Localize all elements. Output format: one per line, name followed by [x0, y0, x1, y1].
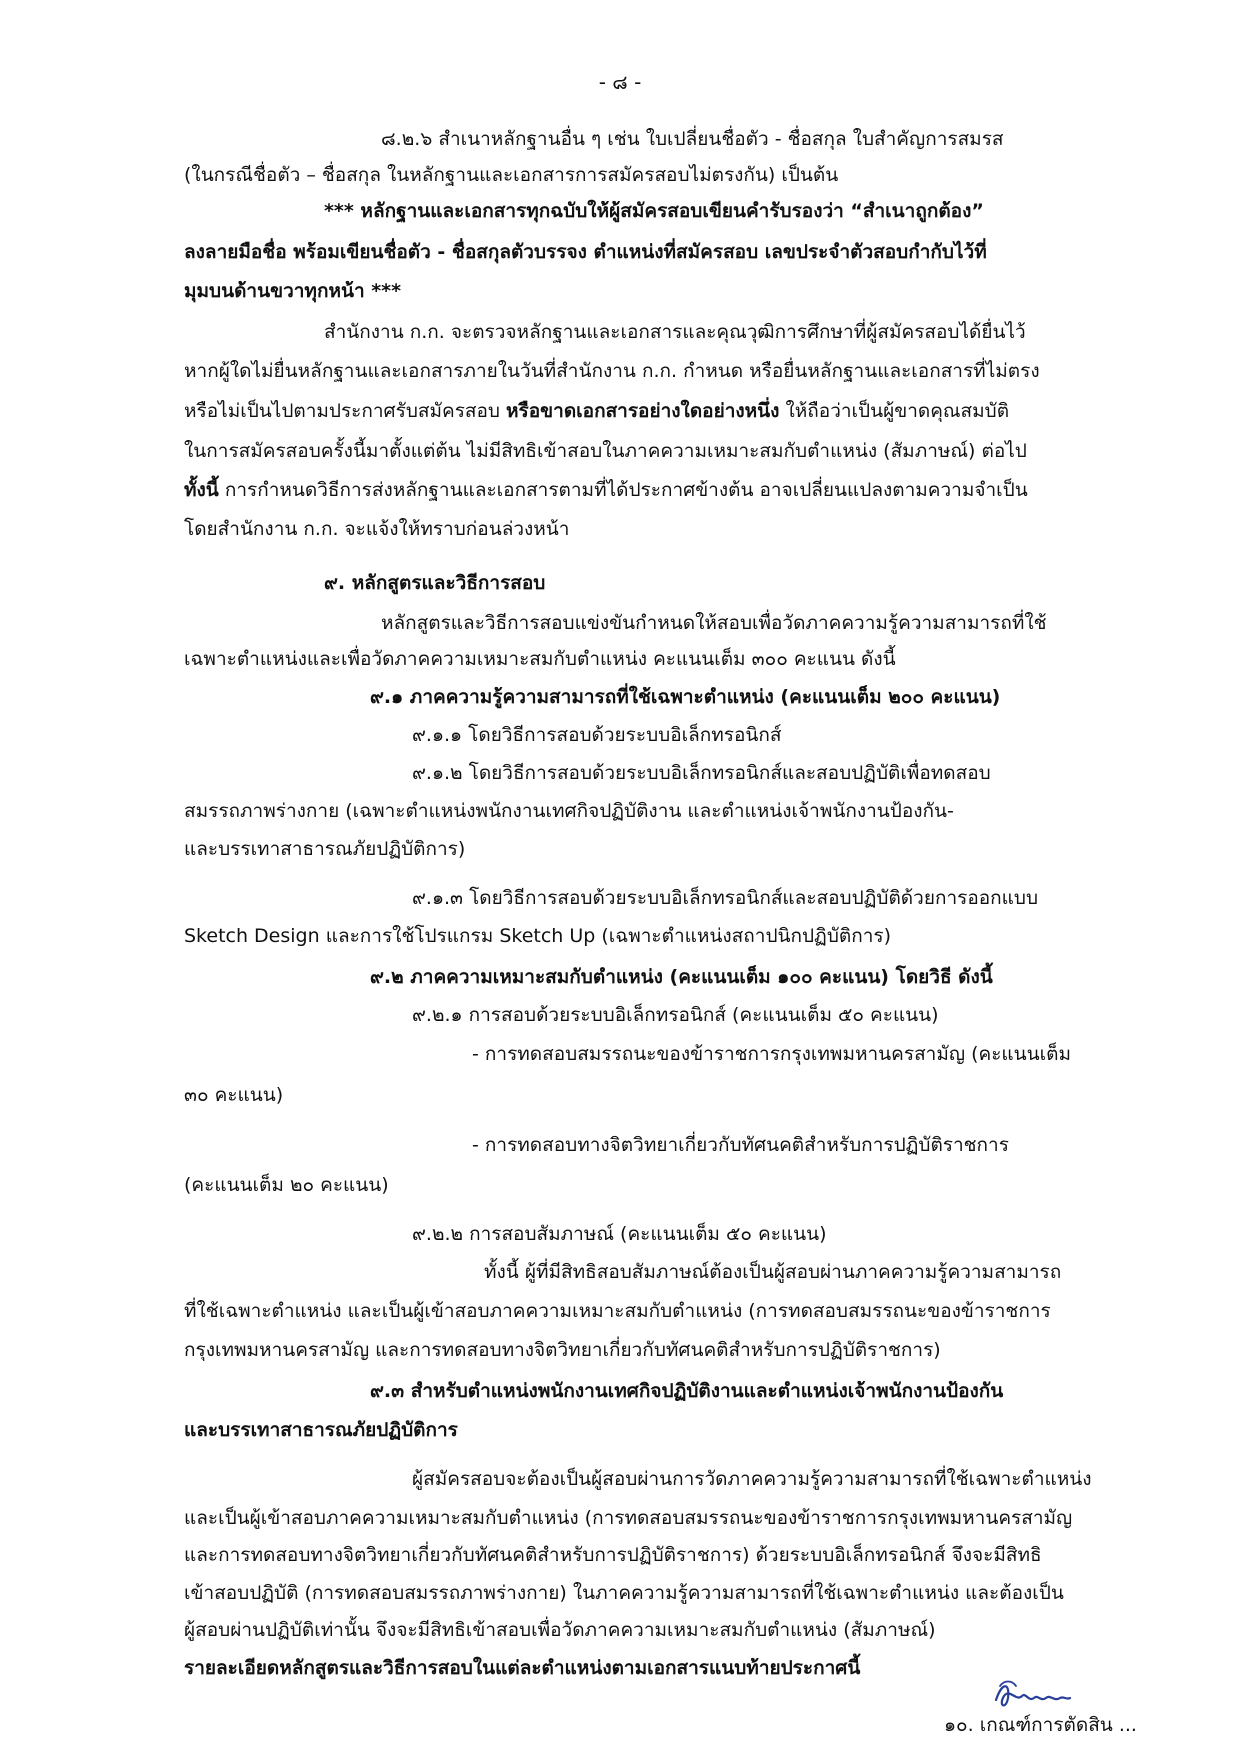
- item-9-1-3-line-2: Sketch Design และการใช้โปรแกรม Sketch Up (เฉพาะตำแหน่งสถาปนิกปฏิบัติการ): [184, 925, 892, 947]
- item-9-2-1: ๙.๒.๑ การสอบด้วยระบบอิเล็กทรอนิกส์ (คะแนนเต็ม ๕๐ คะแนน): [412, 1004, 939, 1026]
- office-check-line-3: [184, 396, 1009, 426]
- interview-note-line-3: กรุงเทพมหานครสามัญ และการทดสอบทางจิตวิทยาเกี่ยวกับทัศนคติสำหรับการปฏิบัติราชการ): [184, 1339, 941, 1361]
- interview-note-line-2: ที่ใช้เฉพาะตำแหน่ง และเป็นผู้เข้าสอบภาคความเหมาะสมกับตำแหน่ง (การทดสอบสมรรถนะของข้าราชการ: [184, 1300, 1051, 1322]
- section-9-3-line-1: ผู้สมัครสอบจะต้องเป็นผู้สอบผ่านการวัดภาคความรู้ความสามารถที่ใช้เฉพาะตำแหน่ง: [412, 1468, 1092, 1490]
- section-9-line-2: เฉพาะตำแหน่งและเพื่อวัดภาคความเหมาะสมกับตำแหน่ง คะแนนเต็ม ๓๐๐ คะแนน ดังนี้: [184, 648, 896, 670]
- office-check-line-2: หากผู้ใดไม่ยื่นหลักฐานและเอกสารภายในวันที่สำนักงาน ก.ก. กำหนด หรือยื่นหลักฐานและเอกสารที่ไม่ตรง: [184, 360, 1040, 382]
- interview-note-line-1: ทั้งนี้ ผู้ที่มีสิทธิสอบสัมภาษณ์ต้องเป็นผู้สอบผ่านภาคความรู้ความสามารถ: [484, 1261, 1062, 1283]
- para-8-2-6-line-1: ๘.๒.๖ สำเนาหลักฐานอื่น ๆ เช่น ใบเปลี่ยนชื่อตัว - ชื่อสกุล ใบสำคัญการสมรส: [381, 128, 1004, 150]
- section-9-3-line-4: เข้าสอบปฏิบัติ (การทดสอบสมรรถภาพร่างกาย) ในภาคความรู้ความสามารถที่ใช้เฉพาะตำแหน่ง และต้องเป็น: [184, 1582, 1064, 1604]
- section-9-3-line-5: ผู้สอบผ่านปฏิบัติเท่านั้น จึงจะมีสิทธิเข้าสอบเพื่อวัดภาคความเหมาะสมกับตำแหน่ง (สัมภาษณ์): [184, 1619, 936, 1641]
- bullet-competency-line-2: ๓๐ คะแนน): [184, 1084, 284, 1106]
- section-9-3-heading-line-2: และบรรเทาสาธารณภัยปฏิบัติการ: [184, 1419, 458, 1441]
- certification-note-line-1: *** หลักฐานและเอกสารทุกฉบับให้ผู้สมัครสอบเขียนคำรับรองว่า “สำเนาถูกต้อง”: [324, 200, 984, 222]
- section-9-3-line-6: รายละเอียดหลักสูตรและวิธีการสอบในแต่ละตำแหน่งตามเอกสารแนบท้ายประกาศนี้: [184, 1657, 861, 1679]
- office-check-line-5-rest: การกำหนดวิธีการส่งหลักฐานและเอกสารตามที่ได้ประกาศข้างต้น อาจเปลี่ยนแปลงตามความจำเป็น: [218, 479, 1028, 501]
- section-9-1-heading: ๙.๑ ภาคความรู้ความสามารถที่ใช้เฉพาะตำแหน่ง (คะแนนเต็ม ๒๐๐ คะแนน): [370, 686, 1001, 708]
- bullet-psychology-line-1: - การทดสอบทางจิตวิทยาเกี่ยวกับทัศนคติสำหรับการปฏิบัติราชการ: [472, 1134, 1009, 1156]
- office-check-line-3-bold: หรือขาดเอกสารอย่างใดอย่างหนึ่ง: [506, 400, 780, 422]
- office-check-line-6: โดยสำนักงาน ก.ก. จะแจ้งให้ทราบก่อนล่วงหน้า: [184, 518, 570, 540]
- certification-note-line-2: ลงลายมือชื่อ พร้อมเขียนชื่อตัว - ชื่อสกุลตัวบรรจง ตำแหน่งที่สมัครสอบ เลขประจำตัวสอบกำกับไว้ที่: [184, 241, 987, 263]
- item-9-1-3-line-1: ๙.๑.๓ โดยวิธีการสอบด้วยระบบอิเล็กทรอนิกส์และสอบปฏิบัติด้วยการออกแบบ: [412, 887, 1039, 909]
- section-9-3-line-2: และเป็นผู้เข้าสอบภาคความเหมาะสมกับตำแหน่ง (การทดสอบสมรรถนะของข้าราชการกรุงเทพมหานครสามัญ: [184, 1507, 1073, 1529]
- office-check-line-5-bold: ทั้งนี้: [184, 479, 219, 501]
- item-9-1-2-line-3: และบรรเทาสาธารณภัยปฏิบัติการ): [184, 838, 466, 860]
- office-check-line-3-c: ให้ถือว่าเป็นผู้ขาดคุณสมบัติ: [779, 400, 1010, 422]
- item-9-2-2: ๙.๒.๒ การสอบสัมภาษณ์ (คะแนนเต็ม ๕๐ คะแนน): [412, 1223, 827, 1245]
- item-9-1-2-line-1: ๙.๑.๒ โดยวิธีการสอบด้วยระบบอิเล็กทรอนิกส์และสอบปฏิบัติเพื่อทดสอบ: [412, 762, 991, 784]
- bullet-competency-line-1: - การทดสอบสมรรถนะของข้าราชการกรุงเทพมหานครสามัญ (คะแนนเต็ม: [472, 1043, 1071, 1065]
- office-check-line-1: สำนักงาน ก.ก. จะตรวจหลักฐานและเอกสารและคุณวุฒิการศึกษาที่ผู้สมัครสอบได้ยื่นไว้: [324, 321, 1026, 343]
- office-check-line-4: ในการสมัครสอบครั้งนี้มาตั้งแต่ต้น ไม่มีสิทธิเข้าสอบในภาคความเหมาะสมกับตำแหน่ง (สัมภาษณ์) ต่อไป: [184, 440, 1027, 462]
- item-9-1-1: ๙.๑.๑ โดยวิธีการสอบด้วยระบบอิเล็กทรอนิกส์: [412, 724, 782, 746]
- certification-note-line-3: มุมบนด้านขวาทุกหน้า ***: [184, 280, 402, 302]
- section-9-heading: ๙. หลักสูตรและวิธีการสอบ: [324, 572, 546, 594]
- section-9-2-heading: ๙.๒ ภาคความเหมาะสมกับตำแหน่ง (คะแนนเต็ม ๑๐๐ คะแนน) โดยวิธี ดังนี้: [370, 966, 993, 988]
- item-9-1-2-line-2: สมรรถภาพร่างกาย (เฉพาะตำแหน่งพนักงานเทศกิจปฏิบัติงาน และตำแหน่งเจ้าพนักงานป้องกัน-: [184, 800, 954, 822]
- page-number: - ๘ -: [598, 70, 642, 94]
- para-8-2-6-line-2: (ในกรณีชื่อตัว – ชื่อสกุล ในหลักฐานและเอกสารการสมัครสอบไม่ตรงกัน) เป็นต้น: [184, 164, 839, 186]
- office-check-line-5: [184, 475, 1028, 505]
- continuation-next-section: ๑๐. เกณฑ์การตัดสิน ...: [944, 1714, 1137, 1736]
- section-9-3-heading-line-1: ๙.๓ สำหรับตำแหน่งพนักงานเทศกิจปฏิบัติงานและตำแหน่งเจ้าพนักงานป้องกัน: [370, 1380, 1004, 1402]
- bullet-psychology-line-2: (คะแนนเต็ม ๒๐ คะแนน): [184, 1174, 389, 1196]
- section-9-line-1: หลักสูตรและวิธีการสอบแข่งขันกำหนดให้สอบเพื่อวัดภาคความรู้ความสามารถที่ใช้: [381, 612, 1047, 634]
- section-9-3-line-3: และการทดสอบทางจิตวิทยาเกี่ยวกับทัศนคติสำหรับการปฏิบัติราชการ) ด้วยระบบอิเล็กทรอนิกส์ จึงจะมีสิทธิ: [184, 1544, 1042, 1566]
- office-check-line-3-a: หรือไม่เป็นไปตามประกาศรับสมัครสอบ: [184, 400, 507, 422]
